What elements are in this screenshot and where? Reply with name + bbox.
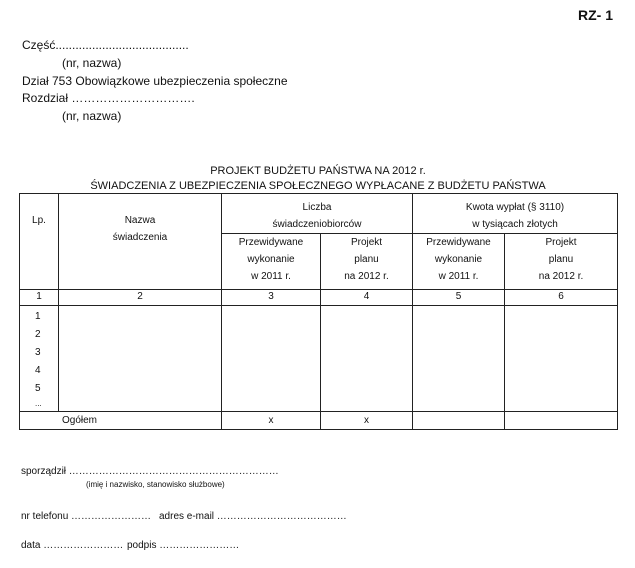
phone-field: nr telefonu …………………… <box>21 511 152 522</box>
czesc-field: Część........................................ <box>22 38 189 52</box>
czesc-caption: (nr, nazwa) <box>62 56 122 70</box>
signature-field: podpis …………………… <box>127 540 240 551</box>
title-line-1: PROJEKT BUDŻETU PAŃSTWA NA 2012 r. <box>210 165 426 177</box>
row-number: 1 <box>35 311 41 322</box>
row-numbers <box>20 306 59 412</box>
total-mark-4: x <box>321 412 413 430</box>
email-field: adres e-mail ………………………………… <box>159 511 347 522</box>
rozdzial-field: Rozdział …………………………. <box>22 91 195 105</box>
data-cell <box>59 306 222 412</box>
header-przewidywane-kwota: Przewidywane wykonanie w 2011 r. <box>413 234 505 290</box>
col-number-3: 3 <box>222 290 321 306</box>
header-nazwa: Nazwa świadczenia <box>59 194 222 290</box>
col-number-4: 4 <box>321 290 413 306</box>
total-label: Ogółem <box>20 412 222 430</box>
header-lp: Lp. <box>20 194 59 290</box>
total-mark-3: x <box>222 412 321 430</box>
col-number-6: 6 <box>505 290 618 306</box>
header-projekt-kwota: Projekt planu na 2012 r. <box>505 234 618 290</box>
sporzadzil-caption: (imię i nazwisko, stanowisko służbowe) <box>86 480 225 489</box>
header-projekt-liczba: Projekt planu na 2012 r. <box>321 234 413 290</box>
col-number-5: 5 <box>413 290 505 306</box>
data-cell <box>505 306 618 412</box>
rozdzial-caption: (nr, nazwa) <box>62 109 122 123</box>
data-cell <box>321 306 413 412</box>
data-cell <box>222 306 321 412</box>
col-number-1: 1 <box>20 290 59 306</box>
dzial-label: Dział 753 Obowiązkowe ubezpieczenia społeczne <box>22 74 288 88</box>
row-number: 3 <box>35 347 41 358</box>
benefits-table <box>19 193 618 430</box>
row-number: 4 <box>35 365 41 376</box>
title-line-2: ŚWIADCZENIA Z UBEZPIECZENIA SPOŁECZNEGO WYPŁACANE Z BUDŻETU PAŃSTWA <box>90 180 546 192</box>
row-number: ... <box>35 399 42 408</box>
total-cell-5 <box>413 412 505 430</box>
total-cell-6 <box>505 412 618 430</box>
col-number-2: 2 <box>59 290 222 306</box>
row-number: 2 <box>35 329 41 340</box>
data-cell <box>413 306 505 412</box>
header-kwota-group: Kwota wypłat (§ 3110) w tysiącach złotych <box>413 194 618 234</box>
form-code: RZ- 1 <box>578 7 613 23</box>
header-przewidywane-liczba: Przewidywane wykonanie w 2011 r. <box>222 234 321 290</box>
sporzadzil-field: sporządził ……………………………………………………… <box>21 466 279 477</box>
date-field: data …………………… <box>21 540 124 551</box>
header-liczba-group: Liczba świadczeniobiorców <box>222 194 413 234</box>
row-number: 5 <box>35 383 41 394</box>
